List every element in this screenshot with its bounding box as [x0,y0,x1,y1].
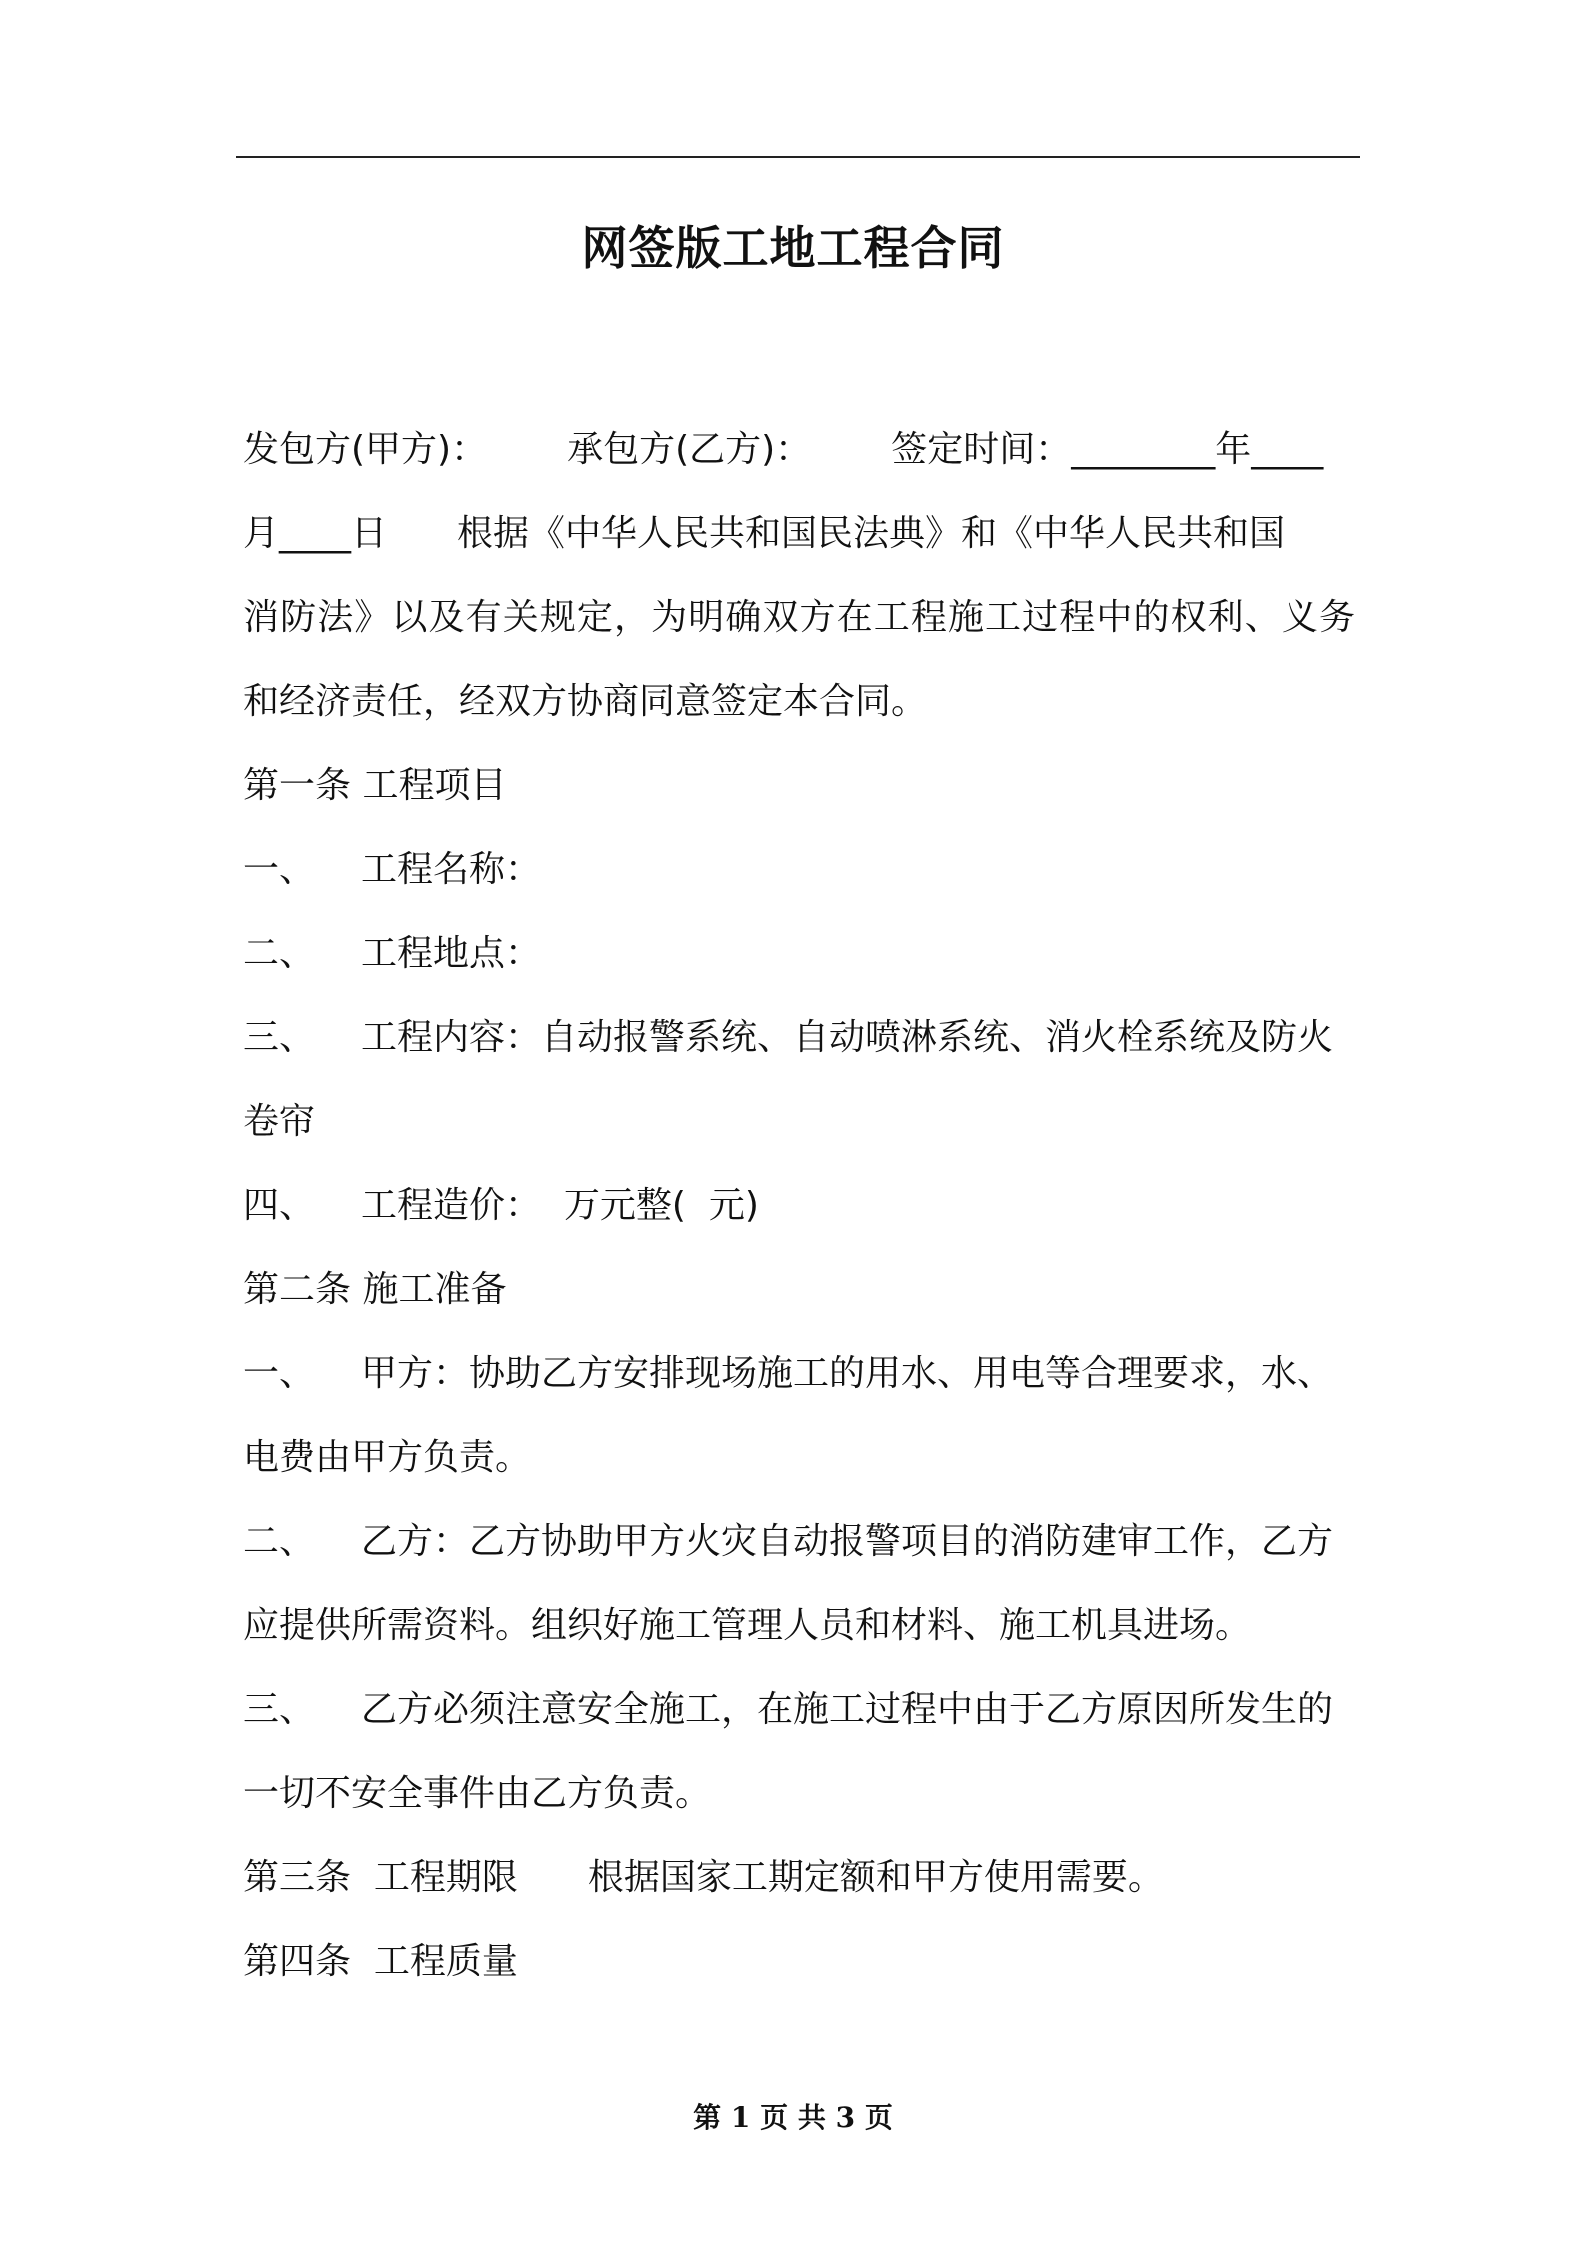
article-2-item-2 [243,1500,1355,1584]
item-text: 工程名称： [361,849,542,890]
item-number: 四、 [243,1185,316,1226]
article-3-heading: 第三条 工程期限 [243,1857,518,1898]
item-text: 甲方：协助乙方安排现场施工的用水、用电等合理要求，水、 [361,1353,1334,1394]
article-3-line [243,1836,1355,1920]
party-b-label: 承包方(乙方)： [567,429,812,470]
page-footer: 第 1 页 共 3 页 [693,2101,893,2134]
item-text: 工程内容：自动报警系统、自动喷淋系统、消火栓系统及防火 [361,1017,1334,1058]
article-2-item-3 [243,1668,1355,1752]
article-3-text: 根据国家工期定额和甲方使用需要。 [587,1857,1164,1898]
item-text: 工程地点： [361,933,542,974]
party-a-label: 发包方(甲方)： [243,429,488,470]
item-number: 一、 [243,849,316,890]
article-1-item-2 [243,912,1355,996]
preamble-basis: 根据《中华人民共和国民法典》和《中华人民共和国 [457,513,1286,554]
item-number: 二、 [243,933,316,974]
item-number: 二、 [243,1521,316,1562]
article-1-item-3-cont: 卷帘 [243,1101,316,1142]
item-number: 一、 [243,1353,316,1394]
article-2-heading: 第二条 施工准备 [243,1269,507,1310]
contract-body [243,408,1355,2004]
item-text: 工程造价： 万元整( 元) [361,1185,759,1226]
item-text: 乙方必须注意安全施工，在施工过程中由于乙方原因所发生的 [361,1689,1334,1730]
parties-line [243,408,1355,492]
preamble-line-2 [243,492,1355,576]
sign-time-label: 签定时间：________年____ [891,429,1324,470]
preamble-line-3: 消防法》以及有关规定，为明确双方在工程施工过程中的权利、义务 [243,597,1355,638]
date-tail: 月____日 [243,513,388,554]
article-1-heading: 第一条 工程项目 [243,765,507,806]
article-1-item-4 [243,1164,1355,1248]
article-1-item-1 [243,828,1355,912]
article-4-heading: 第四条 工程质量 [243,1941,518,1982]
item-number: 三、 [243,1017,316,1058]
article-2-item-3-cont: 一切不安全事件由乙方负责。 [243,1773,712,1814]
article-2-item-1 [243,1332,1355,1416]
item-text: 乙方：乙方协助甲方火灾自动报警项目的消防建审工作，乙方 [361,1521,1334,1562]
article-1-item-3 [243,996,1355,1080]
article-2-item-1-cont: 电费由甲方负责。 [243,1437,532,1478]
header-divider [236,156,1360,158]
preamble-line-4: 和经济责任，经双方协商同意签定本合同。 [243,681,928,722]
article-2-item-2-cont: 应提供所需资料。组织好施工管理人员和材料、施工机具进场。 [243,1605,1252,1646]
item-number: 三、 [243,1689,316,1730]
document-title: 网签版工地工程合同 [581,221,1005,275]
